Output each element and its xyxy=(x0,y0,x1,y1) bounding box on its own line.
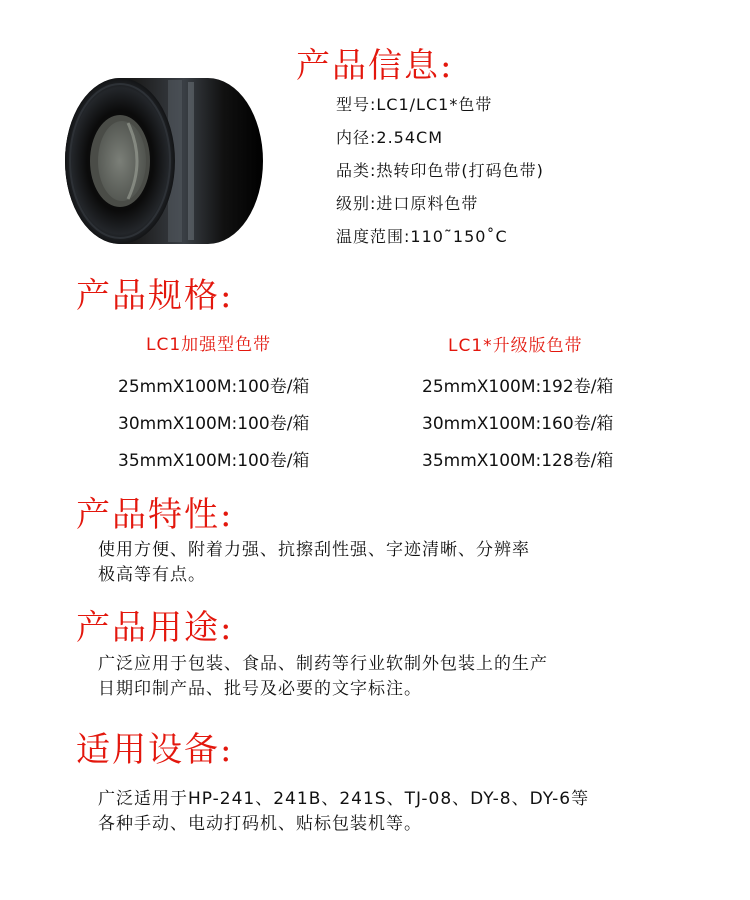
ribbon-roll-icon xyxy=(58,68,263,253)
equipment-text xyxy=(98,787,589,837)
equipment-title: 适用设备: xyxy=(76,730,234,770)
equipment-line: 各种手动、电动打码机、贴标包装机等。 xyxy=(98,814,422,834)
features-title: 产品特性: xyxy=(76,495,234,535)
info-temperature: 温度范围:110˜150˚C xyxy=(336,227,508,246)
spec-item: 35mmX100M:128卷/箱 xyxy=(422,451,614,471)
spec-item: 30mmX100M:160卷/箱 xyxy=(422,414,614,434)
usage-line: 日期印制产品、批号及必要的文字标注。 xyxy=(98,679,422,699)
features-text xyxy=(98,538,530,588)
ribbon-roll-image xyxy=(58,68,263,253)
specs-right-list xyxy=(422,372,613,483)
info-model: 型号:LC1/LC1*色带 xyxy=(336,95,493,114)
specs-left-title: LC1加强型色带 xyxy=(146,335,272,355)
spec-item: 25mmX100M:192卷/箱 xyxy=(422,377,614,397)
usage-line: 广泛应用于包装、食品、制药等行业软制外包装上的生产 xyxy=(98,654,548,674)
features-line: 极高等有点。 xyxy=(98,565,206,585)
spec-item: 25mmX100M:100卷/箱 xyxy=(118,377,310,397)
info-category: 品类:热转印色带(打码色带) xyxy=(336,161,544,180)
info-list xyxy=(336,92,544,257)
usage-text xyxy=(98,652,548,702)
info-inner-diameter: 内径:2.54CM xyxy=(336,128,443,147)
spec-item: 30mmX100M:100卷/箱 xyxy=(118,414,310,434)
features-line: 使用方便、附着力强、抗擦刮性强、字迹清晰、分辨率 xyxy=(98,540,530,560)
info-title: 产品信息: xyxy=(296,46,454,86)
equipment-line: 广泛适用于HP-241、241B、241S、TJ-08、DY-8、DY-6等 xyxy=(98,789,590,809)
usage-title: 产品用途: xyxy=(76,608,234,648)
info-grade: 级别:进口原料色带 xyxy=(336,194,479,213)
specs-right-title: LC1*升级版色带 xyxy=(448,336,583,356)
specs-left-list xyxy=(118,372,309,483)
specs-title: 产品规格: xyxy=(76,276,234,316)
spec-item: 35mmX100M:100卷/箱 xyxy=(118,451,310,471)
